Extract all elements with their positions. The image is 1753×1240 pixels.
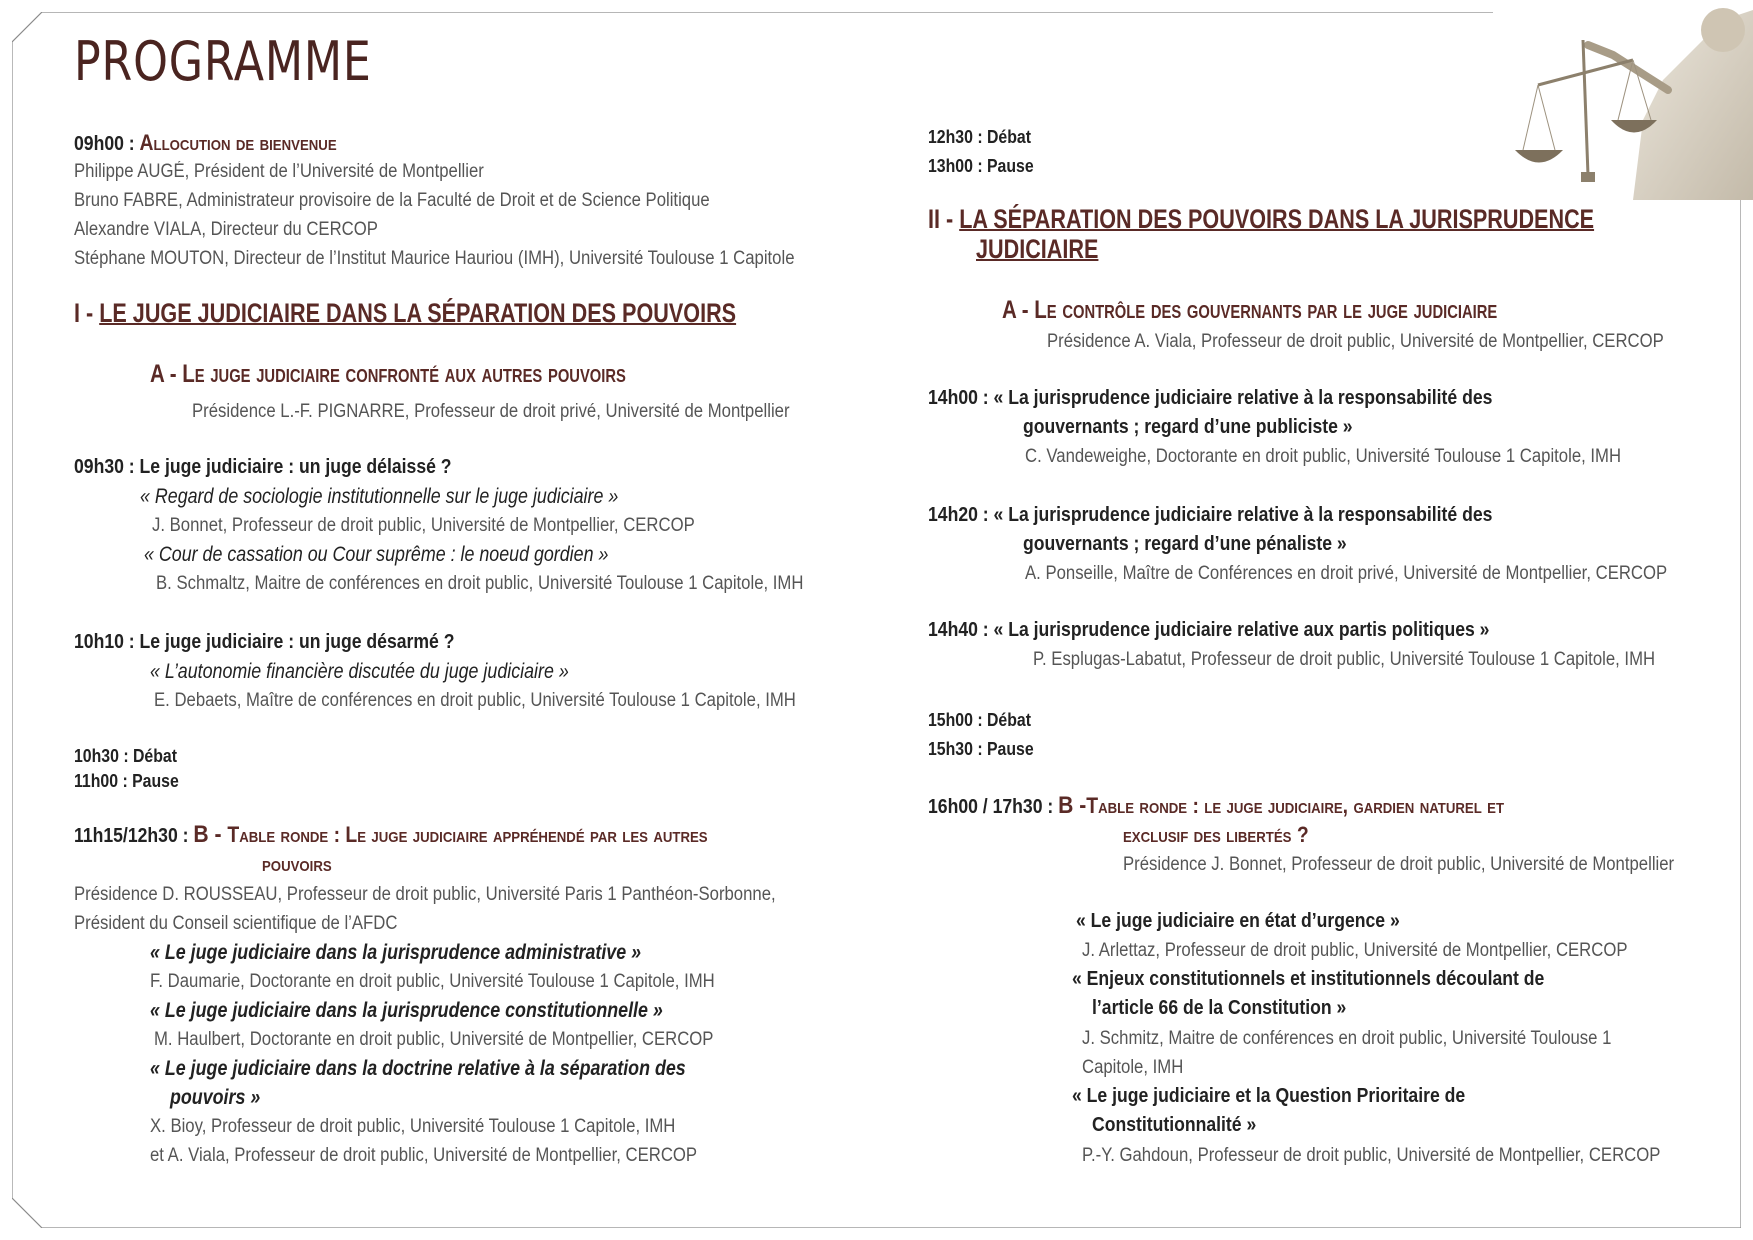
welcome-speaker: Bruno FABRE, Administrateur provisoire de la Faculté de Droit et de Science Politique: [74, 190, 710, 211]
page-title: PROGRAMME: [74, 30, 372, 93]
welcome-time: 09h00 :: [74, 133, 140, 155]
table-ronde-1-presidence: Présidence D. ROUSSEAU, Professeur de droit public, Université Paris 1 Panthéon-Sorbonne,: [74, 884, 776, 905]
debat-1500: 15h00 : Débat: [928, 710, 1032, 730]
talk-title-cont: Constitutionnalité »: [1092, 1114, 1257, 1136]
talk-title-cont: l’article 66 de la Constitution »: [1092, 997, 1347, 1019]
part-2a-presidence: Présidence A. Viala, Professeur de droit public, Université de Montpellier, CERCOP: [1047, 331, 1664, 352]
part-1a-heading: [150, 360, 626, 389]
talk-title: « Regard de sociologie institutionnelle sur le juge judiciaire »: [140, 485, 619, 508]
section-2-number: II -: [928, 204, 960, 234]
section-2-heading-cont: [976, 234, 1098, 265]
table-ronde-2-heading: [928, 791, 1504, 822]
justice-statue-illustration: [1493, 0, 1753, 200]
talk-speaker: C. Vandeweighe, Doctorante en droit public, Université Toulouse 1 Capitole, IMH: [1025, 446, 1622, 467]
talk-title-cont: pouvoirs »: [170, 1086, 261, 1109]
debat-1230: 12h30 : Débat: [928, 127, 1032, 147]
table-ronde-1-heading: [74, 820, 708, 851]
talk-speaker: A. Ponseille, Maître de Conférences en droit privé, Université de Montpellier, CERCOP: [1025, 563, 1668, 584]
table-ronde-1-time: 11h15/12h30 :: [74, 825, 194, 847]
talk-title: « Le juge judiciaire dans la jurisprudence constitutionnelle »: [150, 999, 663, 1022]
talk-speaker: et A. Viala, Professeur de droit public, Université de Montpellier, CERCOP: [150, 1145, 698, 1166]
talk-title: « Cour de cassation ou Cour suprême : le noeud gordien »: [144, 543, 609, 566]
part-1a-title: Le juge judiciaire confronté aux autres pouvoirs: [182, 360, 626, 388]
pause-1530: 15h30 : Pause: [928, 739, 1034, 759]
talk-title: « Le juge judiciaire dans la jurisprudence administrative »: [150, 941, 642, 964]
section-2-title-line2: JUDICIAIRE: [976, 234, 1099, 264]
section-1-number: I -: [74, 298, 100, 328]
talk-speaker: J. Bonnet, Professeur de droit public, Université de Montpellier, CERCOP: [152, 515, 695, 536]
table-ronde-2-presidence: Présidence J. Bonnet, Professeur de droit public, Université de Montpellier: [1123, 854, 1675, 875]
section-2-heading: [928, 204, 1594, 235]
part-1a-presidence: Présidence L.-F. PIGNARRE, Professeur de droit privé, Université de Montpellier: [192, 401, 790, 422]
talk-speaker: E. Debaets, Maître de conférences en droit public, Université Toulouse 1 Capitole, IMH: [154, 690, 796, 711]
talk-speaker-cont: Capitole, IMH: [1082, 1057, 1184, 1078]
talk-speaker: M. Haulbert, Doctorante en droit public, Université de Montpellier, CERCOP: [154, 1029, 714, 1050]
welcome-title: Allocution de bienvenue: [139, 130, 337, 155]
talk-speaker: P. Esplugas-Labatut, Professeur de droit public, Université Toulouse 1 Capitole, IMH: [1033, 649, 1656, 670]
part-2a-heading: [1002, 296, 1497, 325]
part-1a-letter: A -: [150, 360, 183, 388]
table-ronde-2-letter: B -: [1058, 792, 1087, 819]
table-ronde-2-title: Table ronde : le juge judiciaire, gardien naturel et: [1086, 793, 1505, 818]
pause-1100: 11h00 : Pause: [74, 771, 179, 791]
talk-speaker: B. Schmaltz, Maitre de conférences en droit public, Université Toulouse 1 Capitole, IMH: [156, 573, 804, 594]
session-1420-title-cont: gouvernants ; regard d’une pénaliste »: [1023, 533, 1347, 555]
table-ronde-2-title-cont: [1123, 820, 1309, 851]
talk-title: « Le juge judiciaire dans la doctrine relative à la séparation des: [150, 1057, 686, 1080]
section-2-title: LA SÉPARATION DES POUVOIRS DANS LA JURISPRUDENCE: [959, 204, 1595, 234]
talk-title: « Enjeux constitutionnels et institutionnels découlant de: [1072, 968, 1545, 990]
part-2a-title: Le contrôle des gouvernants par le juge judiciaire: [1034, 296, 1498, 324]
section-1-heading: [74, 298, 736, 329]
pause-1300: 13h00 : Pause: [928, 156, 1034, 176]
welcome-speaker: Stéphane MOUTON, Directeur de l’Institut Maurice Hauriou (IMH), Université Toulouse 1 Capitole: [74, 248, 795, 269]
table-ronde-1-title-cont: [262, 849, 332, 880]
table-ronde-2-time: 16h00 / 17h30 :: [928, 796, 1059, 818]
session-1420-title: 14h20 : « La jurisprudence judiciaire relative à la responsabilité des: [928, 504, 1493, 526]
table-ronde-1-title: Table ronde : Le juge judiciaire appréhendé par les autres: [227, 822, 708, 847]
welcome-speaker: Philippe AUGÉ, Président de l’Université de Montpellier: [74, 161, 484, 182]
session-0930-title: 09h30 : Le juge judiciaire : un juge délaissé ?: [74, 456, 452, 478]
welcome-speaker: Alexandre VIALA, Directeur du CERCOP: [74, 219, 378, 240]
talk-title: « L’autonomie financière discutée du juge judiciaire »: [150, 660, 569, 683]
talk-speaker: X. Bioy, Professeur de droit public, Université Toulouse 1 Capitole, IMH: [150, 1116, 676, 1137]
debat-1030: 10h30 : Débat: [74, 746, 178, 766]
talk-speaker: F. Daumarie, Doctorante en droit public, Université Toulouse 1 Capitole, IMH: [150, 971, 715, 992]
session-1400-title-cont: gouvernants ; regard d’une publiciste »: [1023, 416, 1353, 438]
table-ronde-1-title-line2: pouvoirs: [262, 851, 332, 876]
talk-speaker: J. Schmitz, Maitre de conférences en droit public, Université Toulouse 1: [1082, 1028, 1612, 1049]
talk-speaker: J. Arlettaz, Professeur de droit public, Université de Montpellier, CERCOP: [1082, 940, 1628, 961]
table-ronde-1-letter: B -: [193, 821, 228, 848]
table-ronde-1-presidence-cont: Président du Conseil scientifique de l’AFDC: [74, 913, 398, 934]
section-1-title: LE JUGE JUDICIAIRE DANS LA SÉPARATION DES POUVOIRS: [99, 298, 737, 328]
welcome-heading: [74, 128, 337, 159]
talk-title: « Le juge judiciaire et la Question Prioritaire de: [1072, 1085, 1466, 1107]
session-1010-title: 10h10 : Le juge judiciaire : un juge désarmé ?: [74, 631, 455, 653]
talk-speaker: P.-Y. Gahdoun, Professeur de droit public, Université de Montpellier, CERCOP: [1082, 1145, 1661, 1166]
session-1440-title: 14h40 : « La jurisprudence judiciaire relative aux partis politiques »: [928, 619, 1490, 641]
part-2a-letter: A -: [1002, 296, 1035, 324]
talk-title: « Le juge judiciaire en état d’urgence »: [1076, 910, 1400, 932]
session-1400-title: 14h00 : « La jurisprudence judiciaire relative à la responsabilité des: [928, 387, 1493, 409]
table-ronde-2-title-line2: exclusif des libertés ?: [1123, 822, 1309, 847]
